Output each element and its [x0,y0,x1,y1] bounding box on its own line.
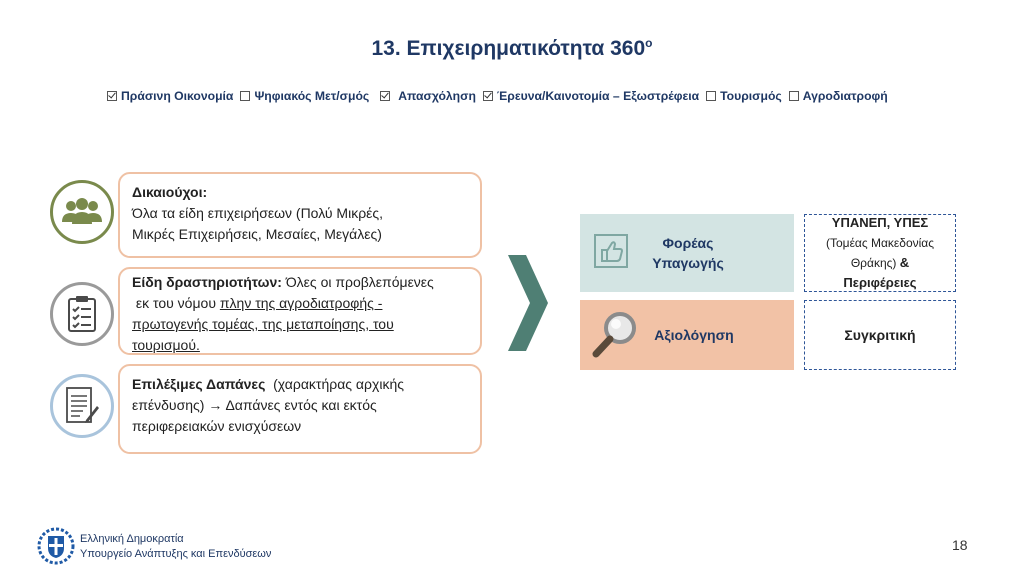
clipboard-checklist-icon [50,282,114,346]
expenses-text3: Δαπάνες εντός και εκτός [222,397,377,413]
category-tourism [706,89,782,103]
people-group-icon [50,180,114,244]
activities-line1 [132,272,468,293]
magnifier-icon [590,308,640,365]
beneficiaries-heading: Δικαιούχοι: [132,184,208,200]
chevron-right-icon [506,255,550,351]
category-label: Έρευνα/Καινοτομία – Εξωστρέφεια [496,89,700,103]
checkbox-checked-icon [483,91,493,101]
checkbox-empty-icon [706,91,716,101]
expenses-text1: (χαρακτήρας αρχικής [265,376,404,392]
page-number: 18 [952,537,968,553]
body-value-line1: ΥΠΑΝΕΠ, ΥΠΕΣ [831,215,929,230]
expenses-line3: περιφερειακών ενισχύσεων [132,418,302,434]
activities-exclusion: πλην της αγροδιατροφής - [219,295,383,311]
body-value-box [804,214,956,292]
slide-title-superscript: ο [645,36,653,50]
expenses-heading: Επιλέξιμες Δαπάνες [132,376,266,392]
footer-text [80,532,271,562]
evaluation-panel [580,300,794,370]
checkbox-empty-icon [240,91,250,101]
expenses-line2 [132,395,468,416]
activities-text1: Όλες οι προβλεπόμενες [281,274,434,290]
category-label: Απασχόληση [398,89,476,103]
body-panel [580,214,794,292]
category-green-economy [107,89,233,103]
checkbox-checked-icon [380,91,390,101]
expenses-text2: επένδυσης) [132,397,209,413]
body-value-line3-row [851,253,909,273]
slide-title [0,36,1024,61]
activities-box [118,267,482,355]
expenses-line1 [132,374,468,395]
beneficiaries-line2: Μικρές Επιχειρήσεις, Μεσαίες, Μεγάλες) [132,226,382,242]
body-label-line2: Υπαγωγής [652,255,724,271]
activities-line2 [132,293,468,314]
body-label [640,233,736,273]
footer-republic: Ελληνική Δημοκρατία [80,533,184,545]
document-pen-icon [50,374,114,438]
category-label: Τουρισμός [720,89,782,103]
arrow-right-icon: → [208,397,223,413]
body-value-amp: & [899,255,910,270]
evaluation-value-box [804,300,956,370]
body-label-line1: Φορέας [662,235,714,251]
thumbs-up-icon [594,234,628,273]
category-checklist [107,87,895,105]
evaluation-label: Αξιολόγηση [654,327,734,343]
beneficiaries-line1: Όλα τα είδη επιχειρήσεων (Πολύ Μικρές, [132,205,384,221]
footer-ministry: Υπουργείο Ανάπτυξης και Επενδύσεων [80,548,272,560]
category-agrifood [789,89,888,103]
activities-heading: Είδη δραστηριοτήτων: [132,274,282,290]
greek-coat-of-arms-icon [37,527,75,570]
category-label: Αγροδιατροφή [802,89,888,103]
activities-text2: εκ του νόμου [132,295,220,311]
body-value-line4: Περιφέρειες [843,275,917,290]
checkbox-empty-icon [789,91,799,101]
category-research-innovation [483,89,699,103]
activities-exclusion-line3: τουρισμού. [132,337,200,353]
slide-title-text: 13. Επιχειρηματικότητα 360 [371,37,646,60]
category-label: Πράσινη Οικονομία [121,89,234,103]
checkbox-checked-icon [107,91,117,101]
body-value-line2: (Τομέας Μακεδονίας [825,236,935,250]
activities-exclusion-line2: πρωτογενής τομέας, της μεταποίησης, του [132,316,394,332]
expenses-box [118,364,482,454]
body-value-line3: Θράκης) [850,256,897,270]
category-digital-transformation [240,89,369,103]
evaluation-value: Συγκριτική [844,327,916,343]
category-employment [380,89,476,103]
beneficiaries-box [118,172,482,258]
category-label: Ψηφιακός Μετ/σμός [254,89,370,103]
